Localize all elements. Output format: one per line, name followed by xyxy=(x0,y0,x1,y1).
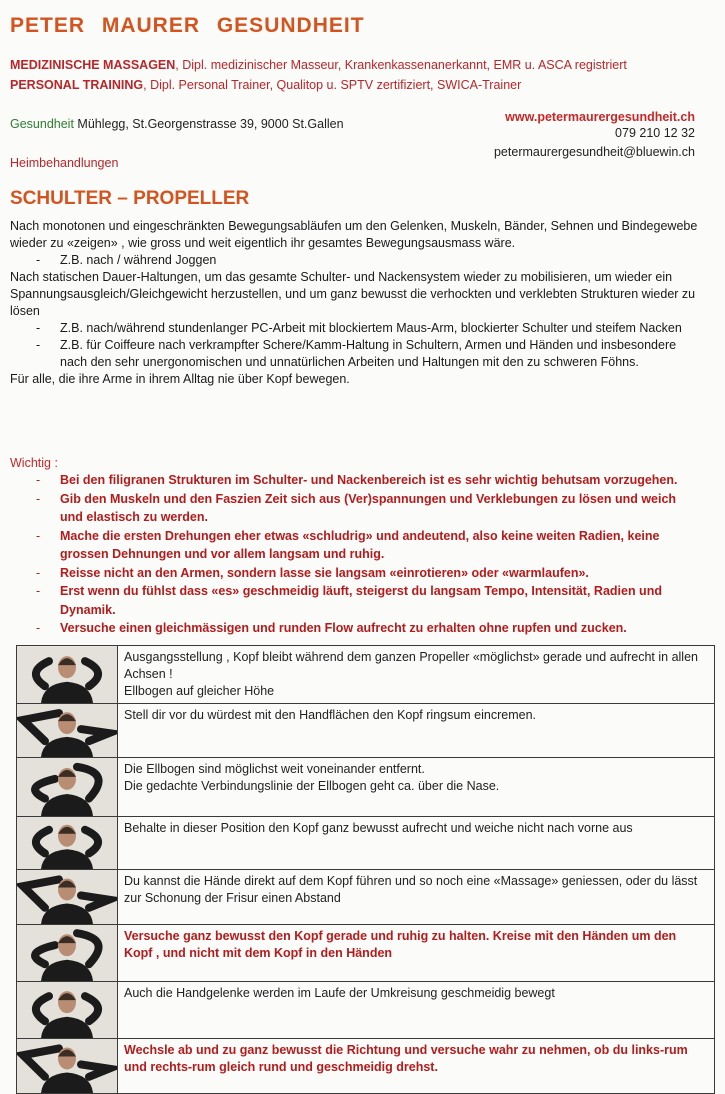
exercise-steps-table xyxy=(16,645,715,1094)
website-link[interactable]: www.petermaurergesundheit.ch xyxy=(505,110,695,124)
exercise-photo xyxy=(17,1039,117,1093)
step-instruction: Behalte in dieser Position den Kopf ganz bewusst aufrecht und weiche nicht nach vorne aus xyxy=(124,821,633,835)
exercise-step-row xyxy=(17,870,715,925)
exercise-photo-cell xyxy=(17,1039,118,1094)
step-instruction-extra: Die gedachte Verbindungslinie der Ellbogen geht ca. über die Nase. xyxy=(124,779,500,793)
address xyxy=(10,117,344,131)
wichtig-list xyxy=(10,471,700,638)
exercise-step-text xyxy=(118,704,715,758)
step-instruction: Ausgangsstellung , Kopf bleibt während dem ganzen Propeller «möglichst» gerade und aufrecht in allen Achsen ! xyxy=(124,650,698,681)
intro-paragraph: Nach statischen Dauer-Haltungen, um das gesamte Schulter- und Nackensystem wieder zu mobilisieren, um wieder ein Spannungsausgleich/Gleichgewicht herzustellen, und um ganz bewusst die verhockten und verklebten Strukturen wieder zu lösen xyxy=(10,270,696,318)
exercise-step-text xyxy=(118,1039,715,1094)
exercise-photo-cell xyxy=(17,646,118,704)
wichtig-item: - Bei den filigranen Strukturen im Schulter- und Nackenbereich ist es sehr wichtig behutsam vorzugehen. xyxy=(60,471,700,490)
training-qualification xyxy=(10,78,521,92)
exercise-photo xyxy=(17,982,117,1038)
exercise-photo-cell xyxy=(17,817,118,870)
exercise-step-row xyxy=(17,704,715,758)
step-instruction: Wechsle ab und zu ganz bewusst die Richtung und versuche wahr zu nehmen, ob du links-rum und rechts-rum gleich rund und geschmeidig drehst. xyxy=(124,1043,688,1074)
exercise-step-text xyxy=(118,758,715,817)
intro-bullet: - Z.B. nach/während stundenlanger PC-Arbeit mit blockiertem Maus-Arm, blockierter Schulter und steifem Nacken xyxy=(60,320,700,337)
massage-qualification xyxy=(10,58,627,72)
exercise-photo-cell xyxy=(17,925,118,982)
exercise-step-row xyxy=(17,817,715,870)
massage-label: MEDIZINISCHE MASSAGEN xyxy=(10,58,176,72)
exercise-photo-cell xyxy=(17,870,118,925)
training-label: PERSONAL TRAINING xyxy=(10,78,144,92)
exercise-photo xyxy=(17,758,117,816)
exercise-step-row xyxy=(17,1039,715,1094)
exercise-step-text xyxy=(118,870,715,925)
intro-list xyxy=(10,320,700,371)
exercise-step-text xyxy=(118,646,715,704)
step-instruction: Stell dir vor du würdest mit den Handflächen den Kopf ringsum eincremen. xyxy=(124,708,537,722)
address-text: Mühlegg, St.Georgenstrasse 39, 9000 St.Gallen xyxy=(73,117,344,131)
exercise-step-text xyxy=(118,925,715,982)
page-title: SCHULTER – PROPELLER xyxy=(10,188,250,209)
exercise-photo-cell xyxy=(17,704,118,758)
exercise-step-row xyxy=(17,758,715,817)
wichtig-item: - Reisse nicht an den Armen, sondern lasse sie langsam «einrotieren» oder «warmlaufen». xyxy=(60,564,700,583)
exercise-photo xyxy=(17,925,117,981)
wichtig-item: - Versuche einen gleichmässigen und runden Flow aufrecht zu erhalten ohne rupfen und zucken. xyxy=(60,619,700,638)
massage-text: , Dipl. medizinischer Masseur, Krankenkassenanerkannt, EMR u. ASCA registriert xyxy=(175,58,627,72)
step-instruction-extra: Ellbogen auf gleicher Höhe xyxy=(124,684,275,698)
wichtig-item: - Mache die ersten Drehungen eher etwas «schludrig» und andeutend, also keine weiten Radien, keine grossen Dehnungen und vor allem langsam und ruhig. xyxy=(60,527,700,564)
exercise-step-text xyxy=(118,982,715,1039)
exercise-photo xyxy=(17,647,117,703)
wichtig-item: - Erst wenn du fühlst dass «es» geschmeidig läuft, steigerst du langsam Tempo, Intensität, Radien und Dynamik. xyxy=(60,582,700,619)
exercise-photo xyxy=(17,870,117,924)
exercise-photo-cell xyxy=(17,758,118,817)
intro-text xyxy=(10,218,700,388)
training-text: , Dipl. Personal Trainer, Qualitop u. SPTV zertifiziert, SWICA-Trainer xyxy=(143,78,522,92)
step-instruction: Du kannst die Hände direkt auf dem Kopf führen und so noch eine «Massage» geniessen, oder du lässt zur Schonung der Frisur einen Abstand xyxy=(124,874,698,905)
address-brand: Gesundheit xyxy=(10,117,74,131)
phone-number: 079 210 12 32 xyxy=(615,126,695,140)
wichtig-item: - Gib den Muskeln und den Faszien Zeit sich aus (Ver)spannungen und Verklebungen zu lösen und weich und elastisch zu werden. xyxy=(60,490,700,527)
exercise-step-text xyxy=(118,817,715,870)
step-instruction: Auch die Handgelenke werden im Laufe der Umkreisung geschmeidig bewegt xyxy=(124,986,555,1000)
exercise-step-row xyxy=(17,925,715,982)
intro-list xyxy=(10,252,700,269)
step-instruction: Versuche ganz bewusst den Kopf gerade und ruhig zu halten. Kreise mit den Händen um den Kopf , und nicht mit dem Kopf in den Händen xyxy=(124,929,677,960)
brand-name: PETER MAURER GESUNDHEIT xyxy=(10,14,365,37)
intro-bullet: - Z.B. nach / während Joggen xyxy=(60,252,700,269)
exercise-photo-cell xyxy=(17,982,118,1039)
email-address[interactable]: petermaurergesundheit@bluewin.ch xyxy=(493,145,695,159)
exercise-photo xyxy=(17,817,117,869)
intro-bullet: - Z.B. für Coiffeure nach verkrampfter Schere/Kamm-Haltung in Schultern, Armen und Händen und insbesondere nach den sehr unergonomischen und unnatürlichen Arbeiten und Haltungen mit den zu schweren Föhns. xyxy=(60,337,700,371)
step-instruction: Die Ellbogen sind möglichst weit voneinander entfernt. xyxy=(124,762,425,776)
intro-paragraph: Nach monotonen und eingeschränkten Bewegungsabläufen um den Gelenken, Muskeln, Bänder, Sehnen und Bindegewebe wieder zu «zeigen» , wie gross und weit eigentlich ihr gesamtes Bewegungsausmass wäre. xyxy=(10,219,698,250)
intro-paragraph: Für alle, die ihre Arme in ihrem Alltag nie über Kopf bewegen. xyxy=(10,372,350,386)
home-visits: Heimbehandlungen xyxy=(10,156,119,170)
exercise-photo xyxy=(17,704,117,757)
exercise-step-row xyxy=(17,646,715,704)
exercise-step-row xyxy=(17,982,715,1039)
wichtig-heading: Wichtig : xyxy=(10,456,58,470)
